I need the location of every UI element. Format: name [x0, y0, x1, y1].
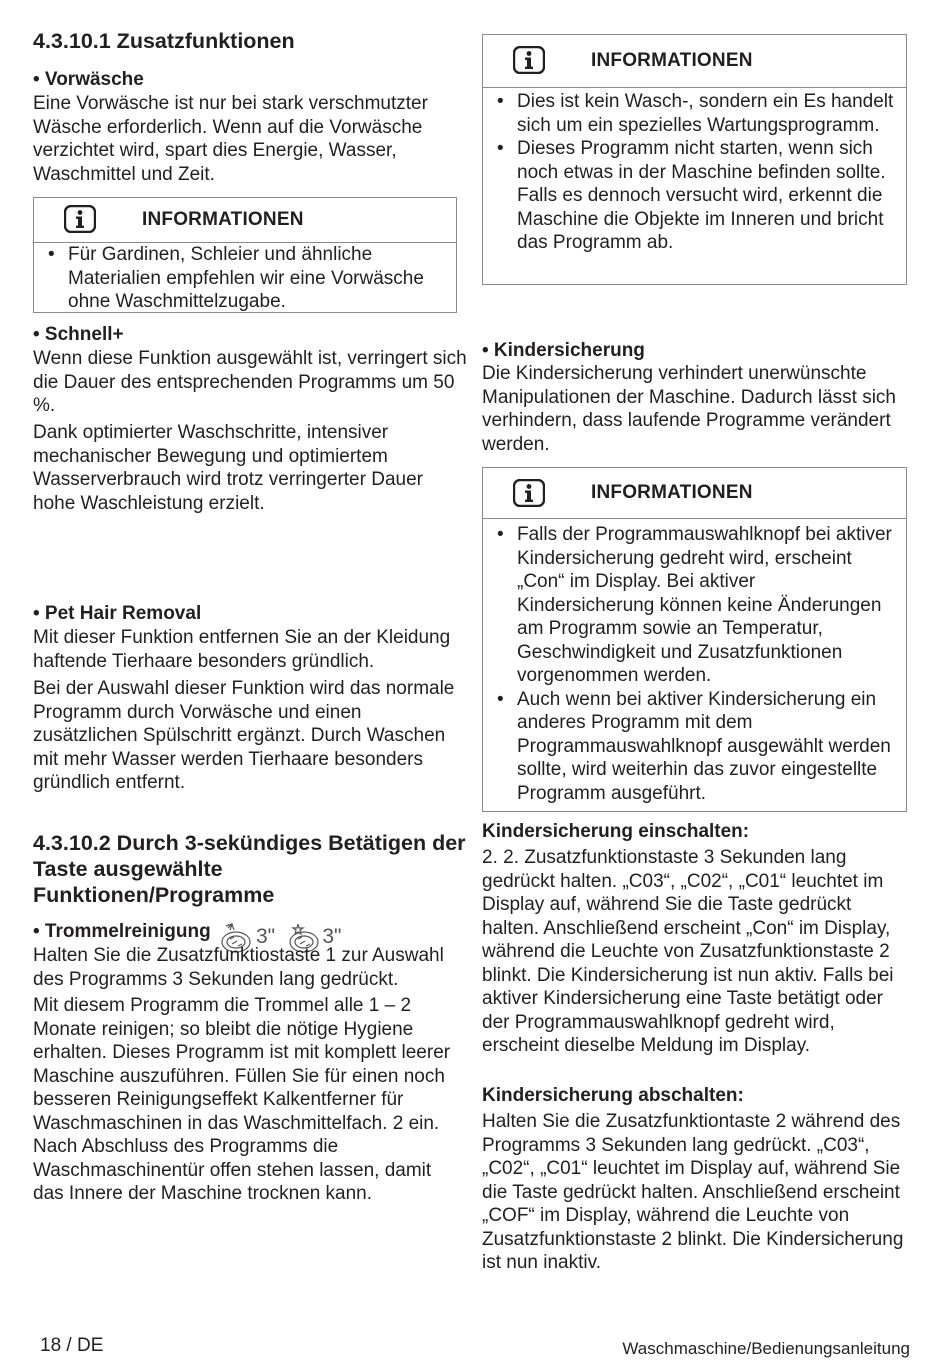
info-box-body [483, 88, 906, 259]
info-box-header [483, 468, 906, 519]
info-box-drum-clean [482, 34, 907, 285]
info-list-item: • Für Gardinen, Schleier und ähnliche Materialien empfehlen wir eine Vorwäsche ohne Waschmittelzugabe. [46, 243, 446, 314]
prewash-heading: • Vorwäsche [33, 69, 144, 90]
info-list-item: • Falls der Programmauswahlknopf bei aktiver Kindersicherung gedreht wird, erscheint „Con“ im Display. Bei aktiver Kindersicherung können keine Änderungen am Programm sowie an Temperatur, Geschwindigkeit und Zusatzfunktionen vorgenommen werden. [495, 523, 896, 688]
prewash-text: Eine Vorwäsche ist nur bei stark verschmutzter Wäsche erforderlich. Wenn auf die Vorwäsche verzichtet wird, spart dies Energie, Wasser, Waschmittel und Zeit. [33, 93, 428, 185]
child-lock-heading: • Kindersicherung [482, 340, 645, 361]
child-lock-enable-text: 2. 2. Zusatzfunktionstaste 3 Sekunden lang gedrückt halten. „C03“, „C02“, „C01“ leuchtet im Display auf, während Sie die Taste gedrückt halten. Anschließend erscheint „Con“ im Display, während die Leuchte von Zusatzfunktionstaste 2 blinkt. Die Kindersicherung ist nun aktiv. Falls bei aktiver Kindersicherung eine Taste betätigt oder der Programmauswahlknopf gedreht wird, erscheint dieselbe Meldung im Display. [482, 847, 894, 1056]
info-box-header [34, 198, 456, 243]
pet-hair-text-1: Mit dieser Funktion entfernen Sie an der Kleidung haftende Tierhaare besonders gründlich. [33, 627, 451, 672]
info-icon [513, 46, 545, 74]
info-box-title: INFORMATIONEN [591, 50, 753, 71]
child-lock-text: Die Kindersicherung verhindert unerwünschte Manipulationen der Maschine. Dadurch lässt sich verhindern, dass laufende Programme verändert werden. [482, 363, 896, 455]
child-lock-disable-heading: Kindersicherung abschalten: [482, 1085, 744, 1106]
quick-text-2: Dank optimierter Waschschritte, intensiver mechanischer Bewegung und optimiertem Wasserverbrauch wird trotz verringerter Dauer hohe Waschleistung erzielt. [33, 422, 423, 514]
drum-clean-heading: • Trommelreinigung [33, 921, 211, 942]
pet-hair-text-2: Bei der Auswahl dieser Funktion wird das normale Programm durch Vorwäsche und einen zusätzlichen Spülschritt ergänzt. Durch Waschen mit mehr Wasser werden Tierhaare besonders gründlich entfernt. [33, 678, 455, 793]
info-box-title: INFORMATIONEN [591, 482, 753, 503]
pet-hair-heading: • Pet Hair Removal [33, 603, 202, 624]
quick-text-1: Wenn diese Funktion ausgewählt ist, verringert sich die Dauer des entsprechenden Programms um 50 %. [33, 348, 467, 416]
info-box-title: INFORMATIONEN [142, 209, 304, 230]
info-list-item: • Dieses Programm nicht starten, wenn sich noch etwas in der Maschine befinden sollte. Falls es dennoch versucht wird, erkennt die Maschine die Objekte im Inneren und bricht das Programm ab. [495, 137, 896, 255]
info-box-prewash [33, 197, 457, 313]
info-box-body [483, 519, 906, 809]
drum-clean-text-1: Halten Sie die Zusatzfunktiostaste 1 zur Auswahl des Programms 3 Sekunden lang gedrückt. [33, 945, 444, 990]
document-title: Waschmaschine/Bedienungsanleitung [622, 1339, 910, 1358]
drum-clean-text-2: Mit diesem Programm die Trommel alle 1 – 2 Monate reinigen; so bleibt die nötige Hygiene erhalten. Dieses Programm ist mit komplett leerer Maschine auszuführen. Füllen Sie für einen noch besseren Reinigungseffekt Kalkentferner für Waschmaschinen in das Waschmittelfach. 2 ein. Nach Abschluss des Programms die Waschmaschinentür offen stehen lassen, damit das Innere der Maschine trocknen kann. [33, 995, 451, 1204]
info-box-header [483, 35, 906, 88]
info-list-item: • Auch wenn bei aktiver Kindersicherung ein anderes Programm mit dem Programmauswahlknopf ausgewählt werden sollte, wird weiterhin das zuvor eingestellte Programm ausgeführt. [495, 688, 896, 806]
info-box-body [34, 243, 456, 318]
section-title-additional-functions: 4.3.10.1 Zusatzfunktionen [33, 29, 295, 53]
page-number: 18 / DE [40, 1335, 104, 1356]
drum-clean-duration-1: 3" [255, 925, 276, 948]
drum-clean-duration-2: 3" [322, 925, 342, 948]
info-icon [513, 479, 545, 507]
info-box-child-lock [482, 467, 907, 812]
info-icon [64, 205, 96, 233]
child-lock-disable-text: Halten Sie die Zusatzfunktiontaste 2 während des Programms 3 Sekunden lang gedrückt. „C03“, „C02“, „C01“ leuchtet im Display auf, während Sie die Taste gedrückt halten. Anschließend erscheint „COF“ im Display, während die Leuchte von Zusatzfunktionstaste 2 blinkt. Die Kindersicherung ist nun inaktiv. [482, 1111, 904, 1273]
quick-heading: • Schnell+ [33, 324, 124, 345]
info-list-item: • Dies ist kein Wasch-, sondern ein Es handelt sich um ein spezielles Wartungsprogramm. [495, 90, 896, 137]
section-title-3-second-functions: 4.3.10.2 Durch 3-sekündiges Betätigen der Taste ausgewählte Funktionen/Programme [33, 831, 466, 907]
child-lock-enable-heading: Kindersicherung einschalten: [482, 821, 750, 842]
